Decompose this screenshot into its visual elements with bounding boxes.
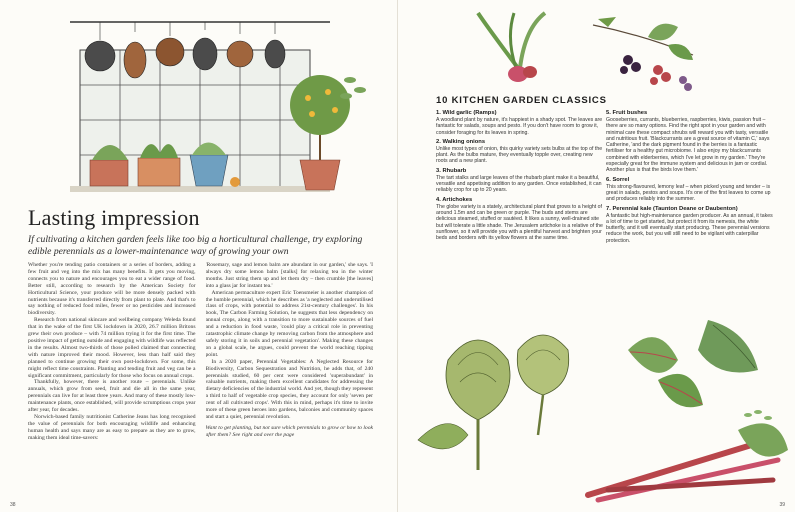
entry-heading: 1. Wild garlic (Ramps) [436,110,497,116]
classic-entry [436,168,604,194]
entry-body: Gooseberries, currants, blueberries, raspberries, kiwis, passion fruit – there are so many options. Find the right spot in your garden and with minimal care these compact shrubs will reward you with tasty, versatile and nutritious fruit. 'Blackcurrants are a great source of vitamin C,' says Catherine, 'and the dark pigment found in the berries is a fantastic fertiliser for a healthy gut microbiome. I also enjoy my blackcurrants combined with elderberries, which I've let grow in my garden.' They're especially great for the immune system and delicious in jam or cordial. Another plus is that the birds love them.' [606,117,770,174]
wild-garlic-illustration [468,8,568,88]
entry-body: A fantastic but high-maintenance garden producer. As an annual, it takes a lot of time to get started, but protect it from its nemesis, the white butterfly, and it will eventually start producing. These perennial versions reduce the work, but you will still need to be vigilant with caterpillar protection. [606,212,773,244]
body-paragraph: Thankfully, however, there is another route – perennials. Unlike annuals, which grow from seed, fruit and die all in the same year, perennials can live for at least three years. And many of these mostly low-maintenance plants, once established, will provide scrumptious crops year after year, for decades. [28,379,196,414]
article-title: Lasting impression [28,205,200,230]
vegetables-illustration [408,320,793,505]
classic-entry [606,206,774,244]
left-page [0,0,397,512]
classic-entry [436,110,604,136]
body-paragraph: 'Rosemary, sage and lemon balm are abundant in our garden,' she says. 'I always dry some lemon balm [stalks] for relaxing tea in the winter months. Just string them up and let them dry – then crumble [the leaves] into a glass jar for instant tea.' [205,262,373,289]
entry-heading: 3. Rhubarb [436,167,467,174]
entry-body: A woodland plant by nature, it's happiest in a shady spot. The leaves are fantastic for salads, soups and pesto. If you don't have room to grow it, consider foraging for its leaves in spring. [436,117,603,136]
entry-body: Unlike most types of onion, this quirky variety sets bulbs at the top of the plant. As the bulbs mature, they eventually topple over, creating new roots and a new plant. [436,145,603,165]
body-paragraph: Norwich-based family nutritionist Catherine Jeans has long recognised the value of perennials for both encouraging wildlife and enhancing human health and says many are as easy to prepare as they are to grow, making them ideal time-savers: [28,413,196,441]
entry-heading: 4. Artichokes [436,196,473,203]
entry-heading: 7. Perennial kale (Taunton Deane or Daubenton) [606,205,738,212]
body-column-1 [28,262,196,492]
kitchen-window-illustration [30,10,380,200]
article-standfirst: If cultivating a kitchen garden feels like too big a horticultural challenge, try exploring edible perennials as a lower-maintenance way of growing your own [28,234,363,257]
entry-heading: 5. Fruit bushes [606,110,648,116]
entry-body: This strong-flavoured, lemony leaf – when picked young and tender – is great in salads, pestos and soups. It's one of the first leaves to come up and produces reliably into the summer. [606,183,771,203]
artichoke-icon [418,340,510,470]
classic-entry [606,110,774,174]
body-paragraph: In a 2020 paper, Perennial Vegetables: A Neglected Resource for Biodiversity, Carbon Sequestration and Nutrition, he adds that, of 240 perennials studied, 60 per cent were considered 'superabundant' in valuable nutrients, making them excellent candidates for addressing the dietary deficiencies of the industrial world. And yet, though they represent a third to half of vegetable crop species, they account for only 'seven per cent of all cultivated crops'. With this in mind, perhaps it's time to invite more of these green heroes into gardens, balconies and community spaces and start a quiet, perennial revolution. [205,358,373,420]
page-number-right: 39 [779,502,785,508]
page-number-left: 38 [10,502,16,508]
body-paragraph: Research from national skincare and wellbeing company Weleda found that in the wake of the first UK lockdown in 2020, 26.7 million Britons grew their own produce – with 74 million trying it for the first time. The positive impact of getting outside and engaging with wildlife was reflected in the results. Almost two-thirds of those polled claimed that connecting with nature improved their mood. However, less than half said they planned to continue growing their own post-lockdown. For some, this might reflect time constraints. Planting and tending fruit and veg can be a significant commitment, particularly for those who focus on annual crops. [28,317,196,379]
classic-entry [606,177,774,203]
body-paragraph: Whether you're tending patio containers or a series of borders, adding a few fruit and veg into the mix has many benefits. It gets you moving, connects you to nature and encourages you to eat a wider range of food. Better still, according to research by the American Society for Horticultural Science, your produce will be more densely packed with nutrients because it's transferred directly from plant to plate. And that's to say nothing of reduced food miles, fewer or no pesticides and increased biodiversity. [28,262,196,317]
right-page [397,0,795,512]
entry-heading: 6. Sorrel [606,176,630,183]
classics-list-right [606,110,774,247]
classic-entry [436,139,604,165]
call-to-action: Want to get planting, but not sure which perennials to grow or how to look after them? See right and over the page [205,424,373,438]
body-column-2 [206,262,374,492]
body-paragraph: American permaculture expert Eric Toensmeier is another champion of the humble perennial, which he describes as 'a neglected and underutilised class of crops, with potential to address 21st-century challenges'. In his book, The Carbon Farming Solution, he suggests that less dependency on annual crops, along with a transition to more sustainable sources of fuel and a reduction in food waste, 'could play a critical role in preventing catastrophic climate change by removing carbon from the atmosphere and safely storing it in soils and perennial vegetation'. Making these changes on a global scale, he argues, could prevent the world reaching tipping point. [205,289,373,358]
classics-heading: 10 KITCHEN GARDEN CLASSICS [436,95,607,106]
entry-body: The tart stalks and large leaves of the rhubarb plant make it a beautiful, versatile and appetising addition to any garden. Once established, it can reliably crop for up to 20 years. [436,174,602,194]
entry-heading: 2. Walking onions [436,138,486,145]
entry-body: The globe variety is a stately, architectural plant that grows to a height of around 1.5m and can be green or purple. The buds and stems are delicious steamed, stuffed or sautéed. It likes a sunny, well-drained site but will tolerate a little shade. The Jerusalem artichoke is a relative of the sunflower, so it will provide you with a plentiful harvest and brighten your beds and borders with its yellow flowers at the same time. [436,203,603,242]
blackcurrant-illustration [588,15,698,100]
article-body [28,262,373,492]
classics-list-left [436,110,604,244]
classic-entry [436,197,604,242]
